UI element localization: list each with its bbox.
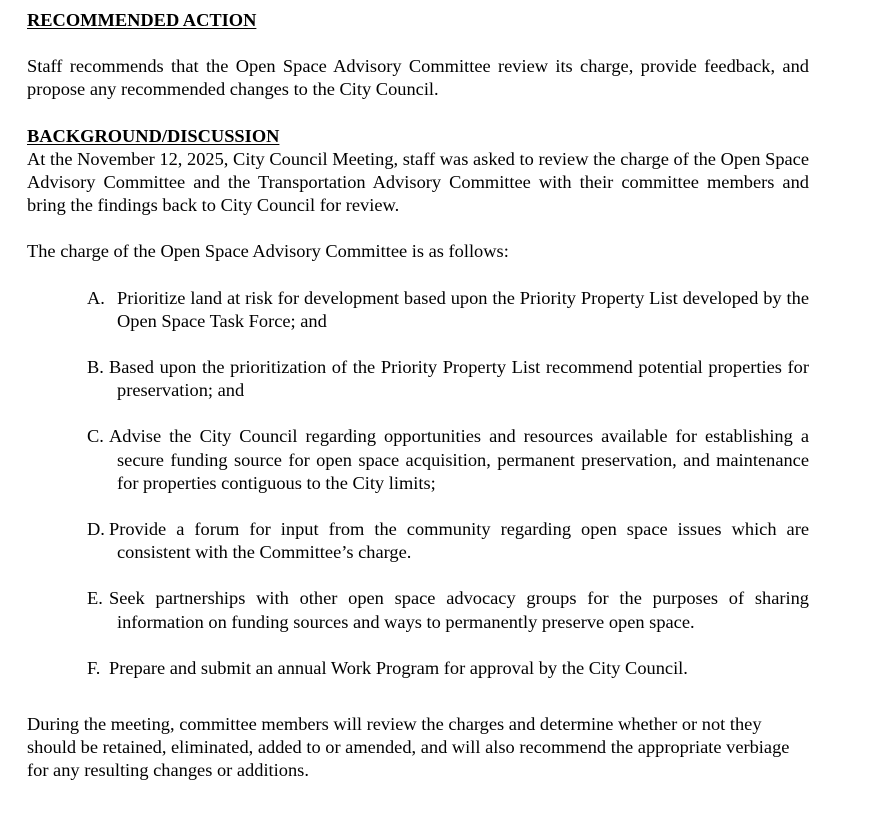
recommended-action-text: Staff recommends that the Open Space Advisory Committee review its charge, provide feedback, and propose any recommended changes to the City Council. — [27, 56, 809, 100]
list-marker: D. — [87, 519, 105, 540]
list-item — [87, 425, 809, 495]
list-item — [87, 356, 809, 402]
closing-text: During the meeting, committee members will review the charges and determine whether or not they should be retained, eliminated, added to or amended, and will also recommend the appropriate verbiage for any resulting changes or additions. — [27, 714, 790, 781]
list-item-text: Prepare and submit an annual Work Program for approval by the City Council. — [109, 657, 688, 678]
list-item — [87, 518, 809, 564]
list-marker: E. — [87, 588, 103, 609]
list-item — [87, 657, 809, 680]
list-marker: F. — [87, 657, 101, 678]
charge-list — [87, 287, 809, 680]
list-marker: B. — [87, 357, 104, 378]
background-heading: BACKGROUND/DISCUSSION — [27, 125, 280, 146]
list-item-text: Advise the City Council regarding opportunities and resources available for establishing a secure funding source for open space acquisition, permanent preservation, and maintenance for properties contiguous to the City limits; — [109, 426, 809, 493]
background-text: At the November 12, 2025, City Council Meeting, staff was asked to review the charge of the Open Space Advisory Committee and the Transportation Advisory Committee with their committee members and bring the findings back to City Council for review. — [27, 148, 809, 216]
document-page — [27, 9, 809, 783]
list-marker: A. — [87, 287, 105, 308]
list-item-text: Based upon the prioritization of the Priority Property List recommend potential properties for preservation; and — [109, 357, 809, 401]
list-item-text: Provide a forum for input from the community regarding open space issues which are consistent with the Committee’s charge. — [109, 519, 809, 563]
charge-intro: The charge of the Open Space Advisory Committee is as follows: — [27, 241, 509, 262]
list-item — [87, 287, 809, 333]
list-item — [87, 587, 809, 633]
list-item-text: Seek partnerships with other open space advocacy groups for the purposes of sharing information on funding sources and ways to permanently preserve open space. — [109, 588, 809, 632]
recommended-action-heading: RECOMMENDED ACTION — [27, 10, 257, 30]
list-item-text: Prioritize land at risk for development based upon the Priority Property List developed by the Open Space Task Force; and — [117, 287, 809, 331]
list-marker: C. — [87, 426, 104, 447]
